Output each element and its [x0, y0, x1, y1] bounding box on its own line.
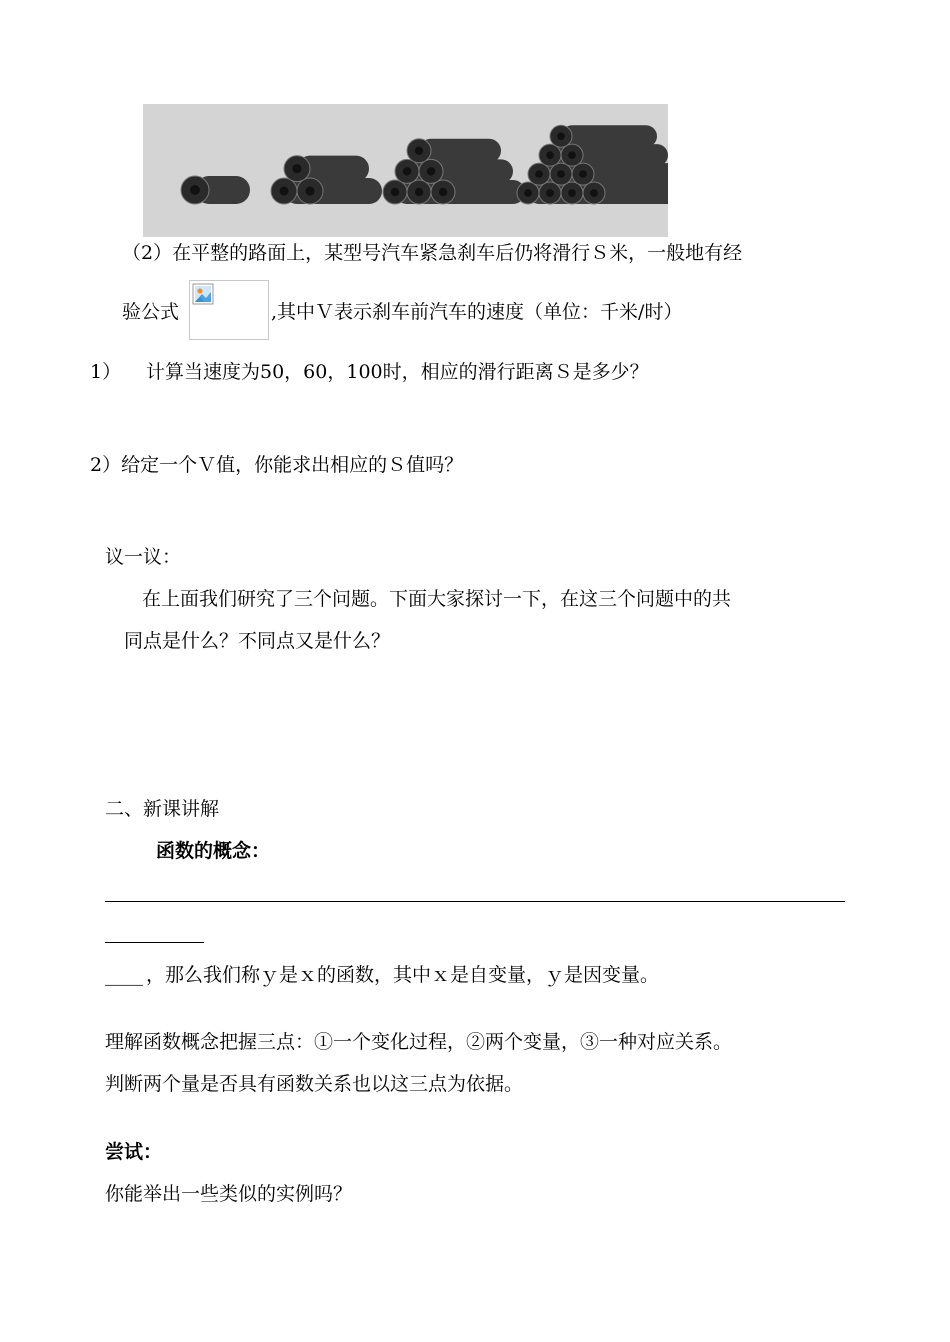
discuss-line2: 同点是什么？不同点又是什么？: [124, 630, 391, 652]
discuss-line1: 在上面我们研究了三个问题。下面大家探讨一下，在这三个问题中的共: [142, 588, 732, 610]
question2-text: 2）给定一个Ｖ值，你能求出相应的Ｓ值吗？: [90, 454, 464, 476]
problem2-line1: （2）在平整的路面上，某型号汽车紧急刹车后仍将滑行Ｓ米，一般地有经: [122, 242, 743, 264]
fill-in-line-long: [105, 901, 845, 902]
section2-title: 二、新课讲解: [105, 798, 220, 820]
pipe-stack-1: [181, 176, 250, 204]
formula-image: [189, 280, 269, 340]
pipe-stack-figure: [143, 104, 668, 237]
question1-number: 1）: [90, 361, 122, 383]
problem2-line2-suffix: ,其中Ｖ表示刹车前汽车的速度（单位：千米/时）: [271, 301, 683, 323]
understanding-line2: 判断两个量是否具有函数关系也以这三点为依据。: [105, 1073, 524, 1095]
try-title: 尝试：: [105, 1141, 163, 1163]
definition-text: ，那么我们称ｙ是ｘ的函数，其中ｘ是自变量，ｙ是因变量。: [146, 964, 660, 986]
try-text: 你能举出一些类似的实例吗？: [105, 1183, 353, 1205]
definition-blank: ____: [105, 964, 143, 986]
question1-text: 计算当速度为50，60，100时，相应的滑行距离Ｓ是多少？: [146, 361, 649, 383]
pipe-stack-3: [271, 156, 382, 204]
problem2-line2-prefix: 验公式: [122, 301, 180, 323]
fill-in-line-short: [105, 942, 204, 943]
concept-label: 函数的概念：: [156, 840, 271, 862]
discuss-title: 议一议：: [105, 546, 182, 568]
broken-image-icon: [192, 283, 214, 305]
understanding-line1: 理解函数概念把握三点：①一个变化过程，②两个变量，③一种对应关系。: [105, 1031, 733, 1053]
